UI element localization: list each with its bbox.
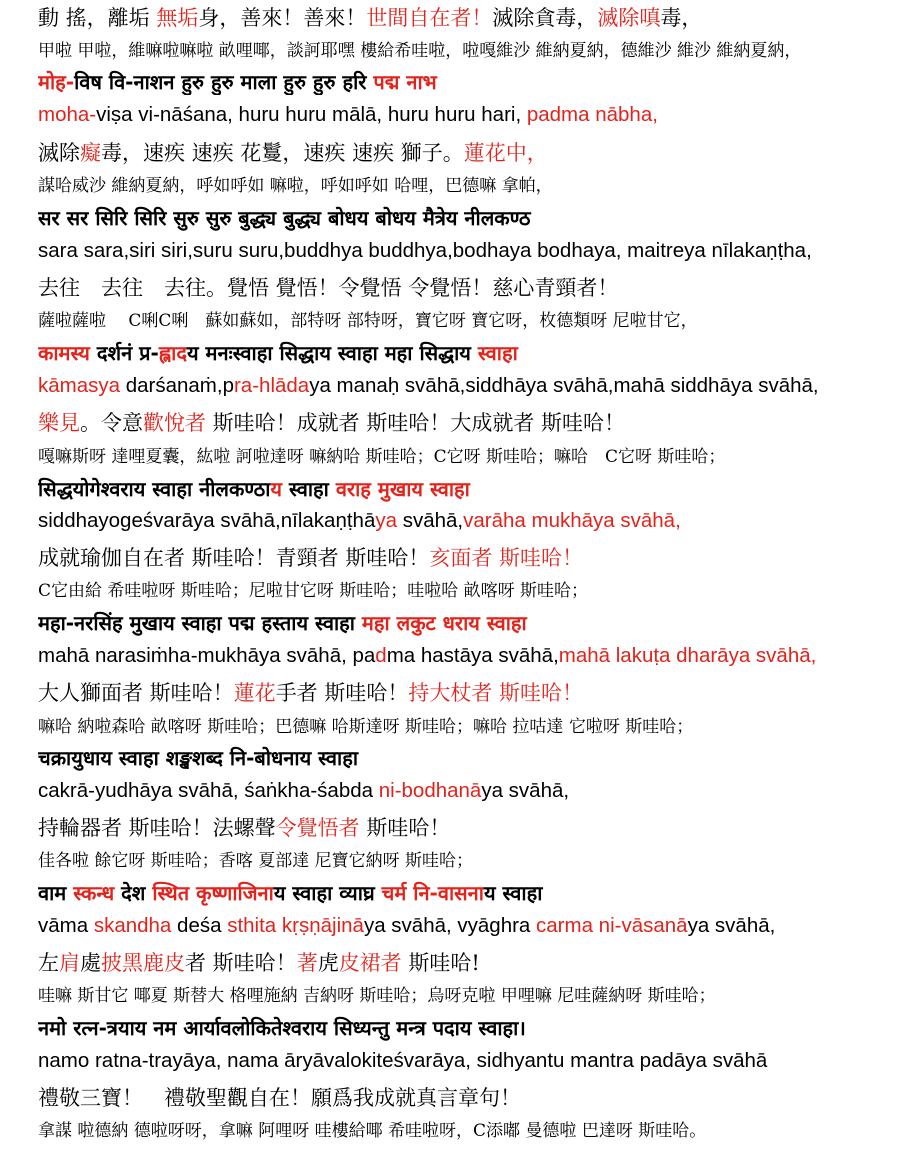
- text-segment: 成就瑜伽自在者 斯哇哈！青頸者 斯哇哈！: [38, 546, 430, 570]
- text-segment: स्वाहा: [282, 477, 336, 501]
- highlighted-text: moha-: [38, 103, 97, 126]
- romanized-line: [38, 239, 900, 263]
- chinese-translation-line: [38, 2, 900, 32]
- romanized-line: [38, 509, 900, 533]
- highlighted-text: mahā lakuṭa dharāya svāhā,: [558, 644, 817, 667]
- text-segment: ya svāhā, vyāghra: [363, 914, 537, 937]
- chinese-translation-line: [38, 677, 900, 707]
- highlighted-text: 滅除嗔: [597, 6, 661, 30]
- text-segment: sara sara,siri siri,suru suru,buddhya buddhya,bodhaya bodhaya, maitreya nīlakaṇṭha,: [38, 239, 812, 262]
- text-segment: देश: [114, 881, 153, 905]
- chinese-translation-line: [38, 272, 900, 302]
- romanized-line: [38, 644, 900, 668]
- highlighted-text: कामस्य: [38, 341, 90, 365]
- text-segment: 手者 斯哇哈！: [275, 681, 409, 705]
- romanized-line: [38, 374, 900, 398]
- text-segment: दर्शनं प्र-: [89, 341, 159, 365]
- chinese-translation-line: [38, 407, 900, 437]
- phonetic-chinese-line: [38, 576, 900, 601]
- romanized-line: [38, 103, 900, 127]
- highlighted-text: मोह-: [38, 70, 75, 94]
- devanagari-line: [38, 68, 900, 95]
- text-segment: 處: [80, 951, 101, 975]
- text-segment: 哇嘛 斯甘它 㖿夏 斯替大 格哩施納 吉納呀 斯哇哈；烏呀克啦 甲哩嘛 尼哇薩納呀 斯哇哈；: [38, 986, 716, 1006]
- text-segment: 拿謀 啦德納 德啦呀呀，拿嘛 阿哩呀 哇樓給㖿 希哇啦呀，C添嘟 曼德啦 巴達呀 斯哇哈。: [38, 1121, 707, 1141]
- highlighted-text: padma nābha,: [526, 103, 658, 126]
- highlighted-text: 亥面者 斯哇哈！: [429, 546, 584, 570]
- text-segment: 嘎嘛斯呀 達哩夏囊，紘啦 訶啦達呀 嘛納哈 斯哇哈；C它呀 斯哇哈；嘛哈 C它呀 斯哇哈；: [38, 447, 726, 467]
- highlighted-text: 著: [296, 951, 318, 975]
- text-segment: 禮敬三寶！ 禮敬聖觀自在！願爲我成就真言章句！: [38, 1086, 521, 1110]
- highlighted-text: sthita: [227, 914, 277, 937]
- text-segment: mahā narasiṁha-mukhāya svāhā, pa: [38, 644, 376, 667]
- highlighted-text: स्कन्ध: [73, 881, 115, 905]
- devanagari-line: [38, 204, 900, 231]
- text-segment: 斯哇哈！成就者 斯哇哈！大成就者 斯哇哈！: [206, 411, 626, 435]
- text-segment: 滅除: [38, 141, 80, 165]
- phonetic-chinese-line: [38, 1116, 900, 1141]
- text-segment: 大人獅面者 斯哇哈！: [38, 681, 234, 705]
- text-segment: नमो रत्न-त्रयाय नम आर्यावलोकितेश्वराय सिध्यन्तु मन्त्र पदाय स्वाहा।: [38, 1016, 526, 1040]
- text-segment: C它由給 希哇啦呀 斯哇哈；尼啦甘它呀 斯哇哈；哇啦哈 畝喀呀 斯哇哈；: [38, 581, 589, 601]
- phonetic-chinese-line: [38, 712, 900, 737]
- text-segment: ya manaḥ svāhā,siddhāya svāhā,mahā siddhāya svāhā,: [309, 374, 819, 397]
- highlighted-text: 令覺悟者: [275, 816, 360, 840]
- text-segment: svāhā,: [397, 509, 464, 532]
- highlighted-text: varāha mukhāya svāhā,: [463, 509, 681, 532]
- highlighted-text: स्वाहा: [477, 341, 518, 365]
- highlighted-text: skandha: [93, 914, 172, 937]
- devanagari-line: [38, 879, 900, 906]
- text-segment: cakrā-yudhāya svāhā, śaṅkha-śabda: [38, 779, 379, 802]
- highlighted-text: महा लकुट धराय स्वाहा: [361, 611, 527, 635]
- text-segment: वाम: [38, 881, 74, 905]
- highlighted-text: 披黑鹿皮: [101, 951, 185, 975]
- chinese-translation-line: [38, 947, 900, 977]
- chinese-translation-line: [38, 542, 900, 572]
- romanized-line: [38, 779, 900, 803]
- text-segment: 虎: [317, 951, 339, 975]
- text-segment: 嘛哈 納啦森哈 畝喀呀 斯哇哈；巴德嘛 哈斯達呀 斯哇哈；嘛哈 拉咕達 它啦呀 斯哇哈；: [38, 717, 694, 737]
- phonetic-chinese-line: [38, 171, 900, 196]
- highlighted-text: 皮裙者: [338, 951, 402, 975]
- romanized-line: [38, 914, 900, 938]
- devanagari-line: [38, 744, 900, 771]
- chinese-translation-line: [38, 1082, 900, 1112]
- phonetic-chinese-line: [38, 846, 900, 871]
- devanagari-line: [38, 609, 900, 636]
- phonetic-chinese-line: [38, 36, 900, 61]
- text-segment: 動 搖，離垢: [38, 6, 157, 30]
- text-segment: deśa: [171, 914, 228, 937]
- highlighted-text: ह्लाद: [158, 341, 187, 365]
- highlighted-text: 癡: [80, 141, 101, 165]
- text-segment: namo ratna-trayāya, nama āryāvalokiteśvarāya, sidhyantu mantra padāya svāhā: [38, 1049, 768, 1072]
- highlighted-text: 蓮花: [233, 681, 276, 705]
- text-segment: ma hastāya svāhā,: [386, 644, 559, 667]
- phonetic-chinese-line: [38, 981, 900, 1006]
- text-segment: 滅除貪毒，: [492, 6, 598, 30]
- highlighted-text: 肩: [59, 951, 80, 975]
- highlighted-text: ra-hlāda: [233, 374, 310, 397]
- highlighted-text: kāmasya: [38, 374, 121, 397]
- text-segment: चक्रायुधाय स्वाहा शङ्खशब्द नि-बोधनाय स्वाहा: [38, 746, 359, 770]
- text-segment: महा-नरसिंह मुखाय स्वाहा पद्म हस्ताय स्वाहा: [38, 611, 362, 635]
- text-segment: 。令意: [80, 411, 143, 435]
- text-segment: 薩啦薩啦 C唎C唎 蘇如蘇如，部特呀 部特呀，寶它呀 寶它呀，枚德類呀 尼啦甘它，: [38, 311, 698, 331]
- highlighted-text: 持大杖者 斯哇哈！: [408, 681, 584, 705]
- text-segment: य स्वाहा व्याघ्र: [273, 881, 382, 905]
- highlighted-text: 蓮花中，: [463, 141, 548, 165]
- highlighted-text: य: [270, 477, 282, 501]
- text-segment: 毒，速疾 速疾 花鬘，速疾 速疾 獅子。: [101, 141, 464, 165]
- highlighted-text: 世間自在者！: [366, 6, 493, 30]
- highlighted-text: वराह मुखाय स्वाहा: [335, 477, 470, 501]
- text-segment: 身，善來！善來！: [198, 6, 367, 30]
- highlighted-text: kṛṣṇājinā: [281, 914, 364, 937]
- devanagari-line: [38, 475, 900, 502]
- text-segment: siddhayogeśvarāya svāhā,nīlakaṇṭhā: [38, 509, 376, 532]
- phonetic-chinese-line: [38, 442, 900, 467]
- highlighted-text: carma ni-vāsanā: [536, 914, 688, 937]
- chinese-translation-line: [38, 137, 900, 167]
- romanized-line: [38, 1049, 900, 1073]
- highlighted-text: d: [375, 644, 387, 667]
- text-segment: विष वि-नाशन हुरु हुरु माला हुरु हुरु हरि: [74, 70, 374, 94]
- text-segment: viṣa vi-nāśana, huru huru mālā, huru huru hari,: [96, 103, 527, 126]
- text-segment: य स्वाहा: [483, 881, 543, 905]
- text-segment: 者 斯哇哈！: [185, 951, 297, 975]
- text-segment: 斯哇哈!: [401, 951, 480, 975]
- text-segment: ya svāhā,: [687, 914, 776, 937]
- highlighted-text: स्थित: [152, 881, 190, 905]
- text-segment: vāma: [38, 914, 94, 937]
- phonetic-chinese-line: [38, 306, 900, 331]
- text-segment: 毒，: [660, 6, 703, 30]
- text-segment: 持輪器者 斯哇哈！法螺聲: [38, 816, 276, 840]
- text-segment: य मनःस्वाहा सिद्धाय स्वाहा महा सिद्धाय: [186, 341, 478, 365]
- text-segment: 謀哈威沙 維納夏納，呼如呼如 嘛啦，呼如呼如 哈哩，巴德嘛 拿帕，: [38, 176, 553, 196]
- text-segment: ya svāhā,: [481, 779, 570, 802]
- text-segment: 左: [38, 951, 59, 975]
- text-segment: darśanaṁ,p: [120, 374, 234, 397]
- highlighted-text: पद्म नाभ: [373, 70, 437, 94]
- highlighted-text: 樂見: [38, 411, 80, 435]
- text-segment: सर सर सिरि सिरि सुरु सुरु बुद्ध्य बुद्ध्य बोधय बोधय मैत्रेय नीलकण्ठ: [38, 206, 531, 230]
- text-segment: 斯哇哈！: [359, 816, 451, 840]
- text-segment: 去往 去往 去往。覺悟 覺悟！令覺悟 令覺悟！慈心青頸者！: [38, 276, 619, 300]
- devanagari-line: [38, 339, 900, 366]
- text-segment: सिद्धयोगेश्वराय स्वाहा नीलकण्ठा: [38, 477, 271, 501]
- highlighted-text: ni-bodhanā: [378, 779, 482, 802]
- highlighted-text: ya: [375, 509, 397, 532]
- highlighted-text: कृष्णाजिना: [196, 881, 274, 905]
- highlighted-text: 無垢: [156, 6, 199, 30]
- chinese-translation-line: [38, 812, 900, 842]
- devanagari-line: [38, 1014, 900, 1041]
- text-segment: 甲啦 甲啦，維嘛啦嘛啦 畝哩㖿，談訶耶嘿 樓給希哇啦，啦嘎維沙 維納夏納，德維沙 維沙 維納夏納，: [38, 41, 802, 61]
- highlighted-text: 歡悅者: [143, 411, 206, 435]
- highlighted-text: चर्म नि-वासना: [381, 881, 484, 905]
- text-segment: 佳各啦 餘它呀 斯哇哈；香喀 夏部達 尼寶它納呀 斯哇哈；: [38, 851, 474, 871]
